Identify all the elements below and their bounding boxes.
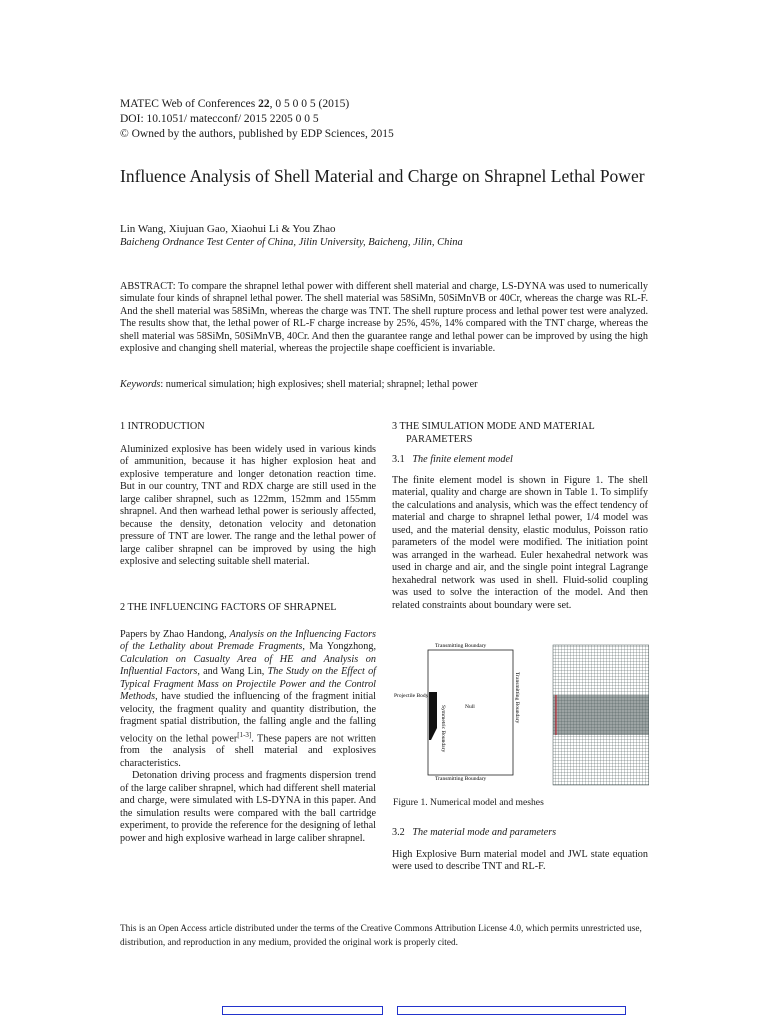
null-label: Null [465,704,475,710]
subsection-3-2 [392,827,648,874]
subsection-3-1-body: The finite element model is shown in Figure 1. The shell material, quality and charge are shown in Table 1. To simplify the calculations and analysis, which was the effect tendency of material and charge to shrapnel lethal power, 1/4 model was used, and the material density, elastic modulus, Poisson ratio parameters of the model were modified. The initiation point was arranged in the warhead. Euler hexahedral network was used in charge and air, and the single point integral Lagrange hexahedral network was used in shell. Fluid-solid coupling was used to solve the interaction of the model. And then related constraints about boundary were set. [392,474,648,611]
text-run: , and Wang Lin, [197,666,268,677]
section-3-heading-line-2: PARAMETERS [406,433,473,445]
section-2-heading: 2 THE INFLUENCING FACTORS OF SHRAPNEL [120,602,337,613]
subsection-title: The material mode and parameters [412,827,557,838]
keywords-label: Keywords [120,379,161,390]
authors: Lin Wang, Xiujuan Gao, Xiaohui Li & You Zhao [120,223,336,235]
subsection-3-2-heading [392,827,648,840]
subsection-number: 3.1 [392,454,405,465]
doi-line[interactable]: DOI: 10.1051/ matecconf/ 2015 2205 0 0 5 [120,113,319,125]
section-1 [120,421,376,569]
projectile-body-label: Projectile Body [394,693,429,699]
affiliation: Baicheng Ordnance Test Center of China, Jilin University, Baicheng, Jilin, China [120,237,463,248]
journal-line [120,97,394,112]
text-run: . These papers are not written from the analysis of shell material and explosives characteristics. [120,732,376,769]
subsection-title: The finite element model [412,454,513,465]
reference-title-1: Analysis on the Influencing Factors of the Lethality about Premade Fragments [120,628,376,652]
bottom-boundary-label: Transmitting Boundary [435,776,487,782]
keywords-list: : numerical simulation; high explosives; shell material; shrapnel; lethal power [160,379,478,390]
paper-title: Influence Analysis of Shell Material and Charge on Shrapnel Lethal Power [120,166,645,186]
citation[interactable]: [1-3] [237,730,252,739]
section-3-heading-line-1: 3 THE SIMULATION MODE AND MATERIAL [392,421,595,432]
symmetric-boundary-label: Symmetric Boundary [440,705,446,753]
license-footer: This is an Open Access article distributed under the terms of the Creative Commons Attribution License 4.0, which permits unrestricted use, distribution, and reproduction in any medium, provided the original work is properly cited. [120,924,642,948]
keywords [120,378,648,391]
section-2 [120,602,376,845]
figure-1 [393,640,649,808]
link-annotation-box-left[interactable] [222,1006,383,1015]
figure-1-caption: Figure 1. Numerical model and meshes [393,797,544,808]
journal-name: MATEC Web of Conferences [120,98,256,110]
journal-article: , 0 5 0 0 5 (2015) [269,98,350,110]
text-run: Papers by Zhao Handong, [120,628,230,640]
section-1-heading: 1 INTRODUCTION [120,421,205,432]
mesh-projectile-region [553,695,649,735]
subsection-3-2-body: High Explosive Burn material model and JWL state equation were used to describe TNT and RL-F. [392,848,648,872]
link-annotation-box-right[interactable] [397,1006,626,1015]
text-run: , Ma Yongzhong, [302,641,376,652]
reference-title-3: The Study on the Effect of Typical Fragment Mass on Projectile Power and the Control Methods [120,666,376,702]
right-boundary-label: Transmitting Boundary [514,672,520,724]
reference-title-2: Calculation on Casualty Area of HE and Analysis on Influential Factors [120,653,376,677]
section-2-paragraph-2: Detonation driving process and fragments dispersion trend of the large caliber shrapnel, which had different shell material and charge, were simulated with LS-DYNA in this paper. And the simulation results were compared with the ball cartridge experiment, to provide the reference for the designing of lethal power and high explosive warhead in large caliber shrapnel. [120,770,376,844]
subsection-3-1-heading [392,454,648,467]
copyright-line: © Owned by the authors, published by EDP Sciences, 2015 [120,128,394,140]
section-1-body: Aluminized explosive has been widely used in various kinds of ammunition, because it has higher explosion heat and explosive temperature and longer detonation reaction time. But in our country, TNT and RDX charge are still used in the large caliber shrapnel, such as 122mm, 152mm and 155mm shrapnel. And then warhead lethal power is seriously affected, because the density, detonation velocity and detonation pressure of TNT are lower. The range and the lethal power of large caliber shrapnel can be improved by using the high explosive and selecting suitable shell material. [120,443,376,567]
journal-header [120,97,394,142]
projectile-shape [429,692,437,740]
section-3 [392,421,648,612]
figure-1-graphic [393,640,649,790]
text-run: , have studied the influencing of the fragment initial velocity, the fragment quality and quantity distribution, the fragment spatial distribution, the falling angle and the falling velocity on the lethal power [120,691,376,744]
top-boundary-label: Transmitting Boundary [435,643,487,649]
journal-volume: 22 [258,98,270,110]
abstract: ABSTRACT: To compare the shrapnel lethal power with different shell material and charge, LS-DYNA was used to numerically simulate four kinds of shrapnel lethal power. The shell material was 58SiMn, 50SiMnVB or 40Cr, whereas the charge was RL-F. And the shell material was 58SiMn, whereas the charge was TNT. The shell rupture process and lethal power test were analyzed. The results show that, the lethal power of RL-F charge increase by 25%, 45%, 14% compared with the TNT charge, whereas the shell material was 58SiMn, 50SiMnVB, 40Cr. And then the guarantee range and lethal power can be improved by using the high explosive and changing shell material, whereas the projectile shape coefficient is invariable. [120,281,648,355]
subsection-number: 3.2 [392,827,405,838]
section-2-paragraph-1 [120,629,376,771]
